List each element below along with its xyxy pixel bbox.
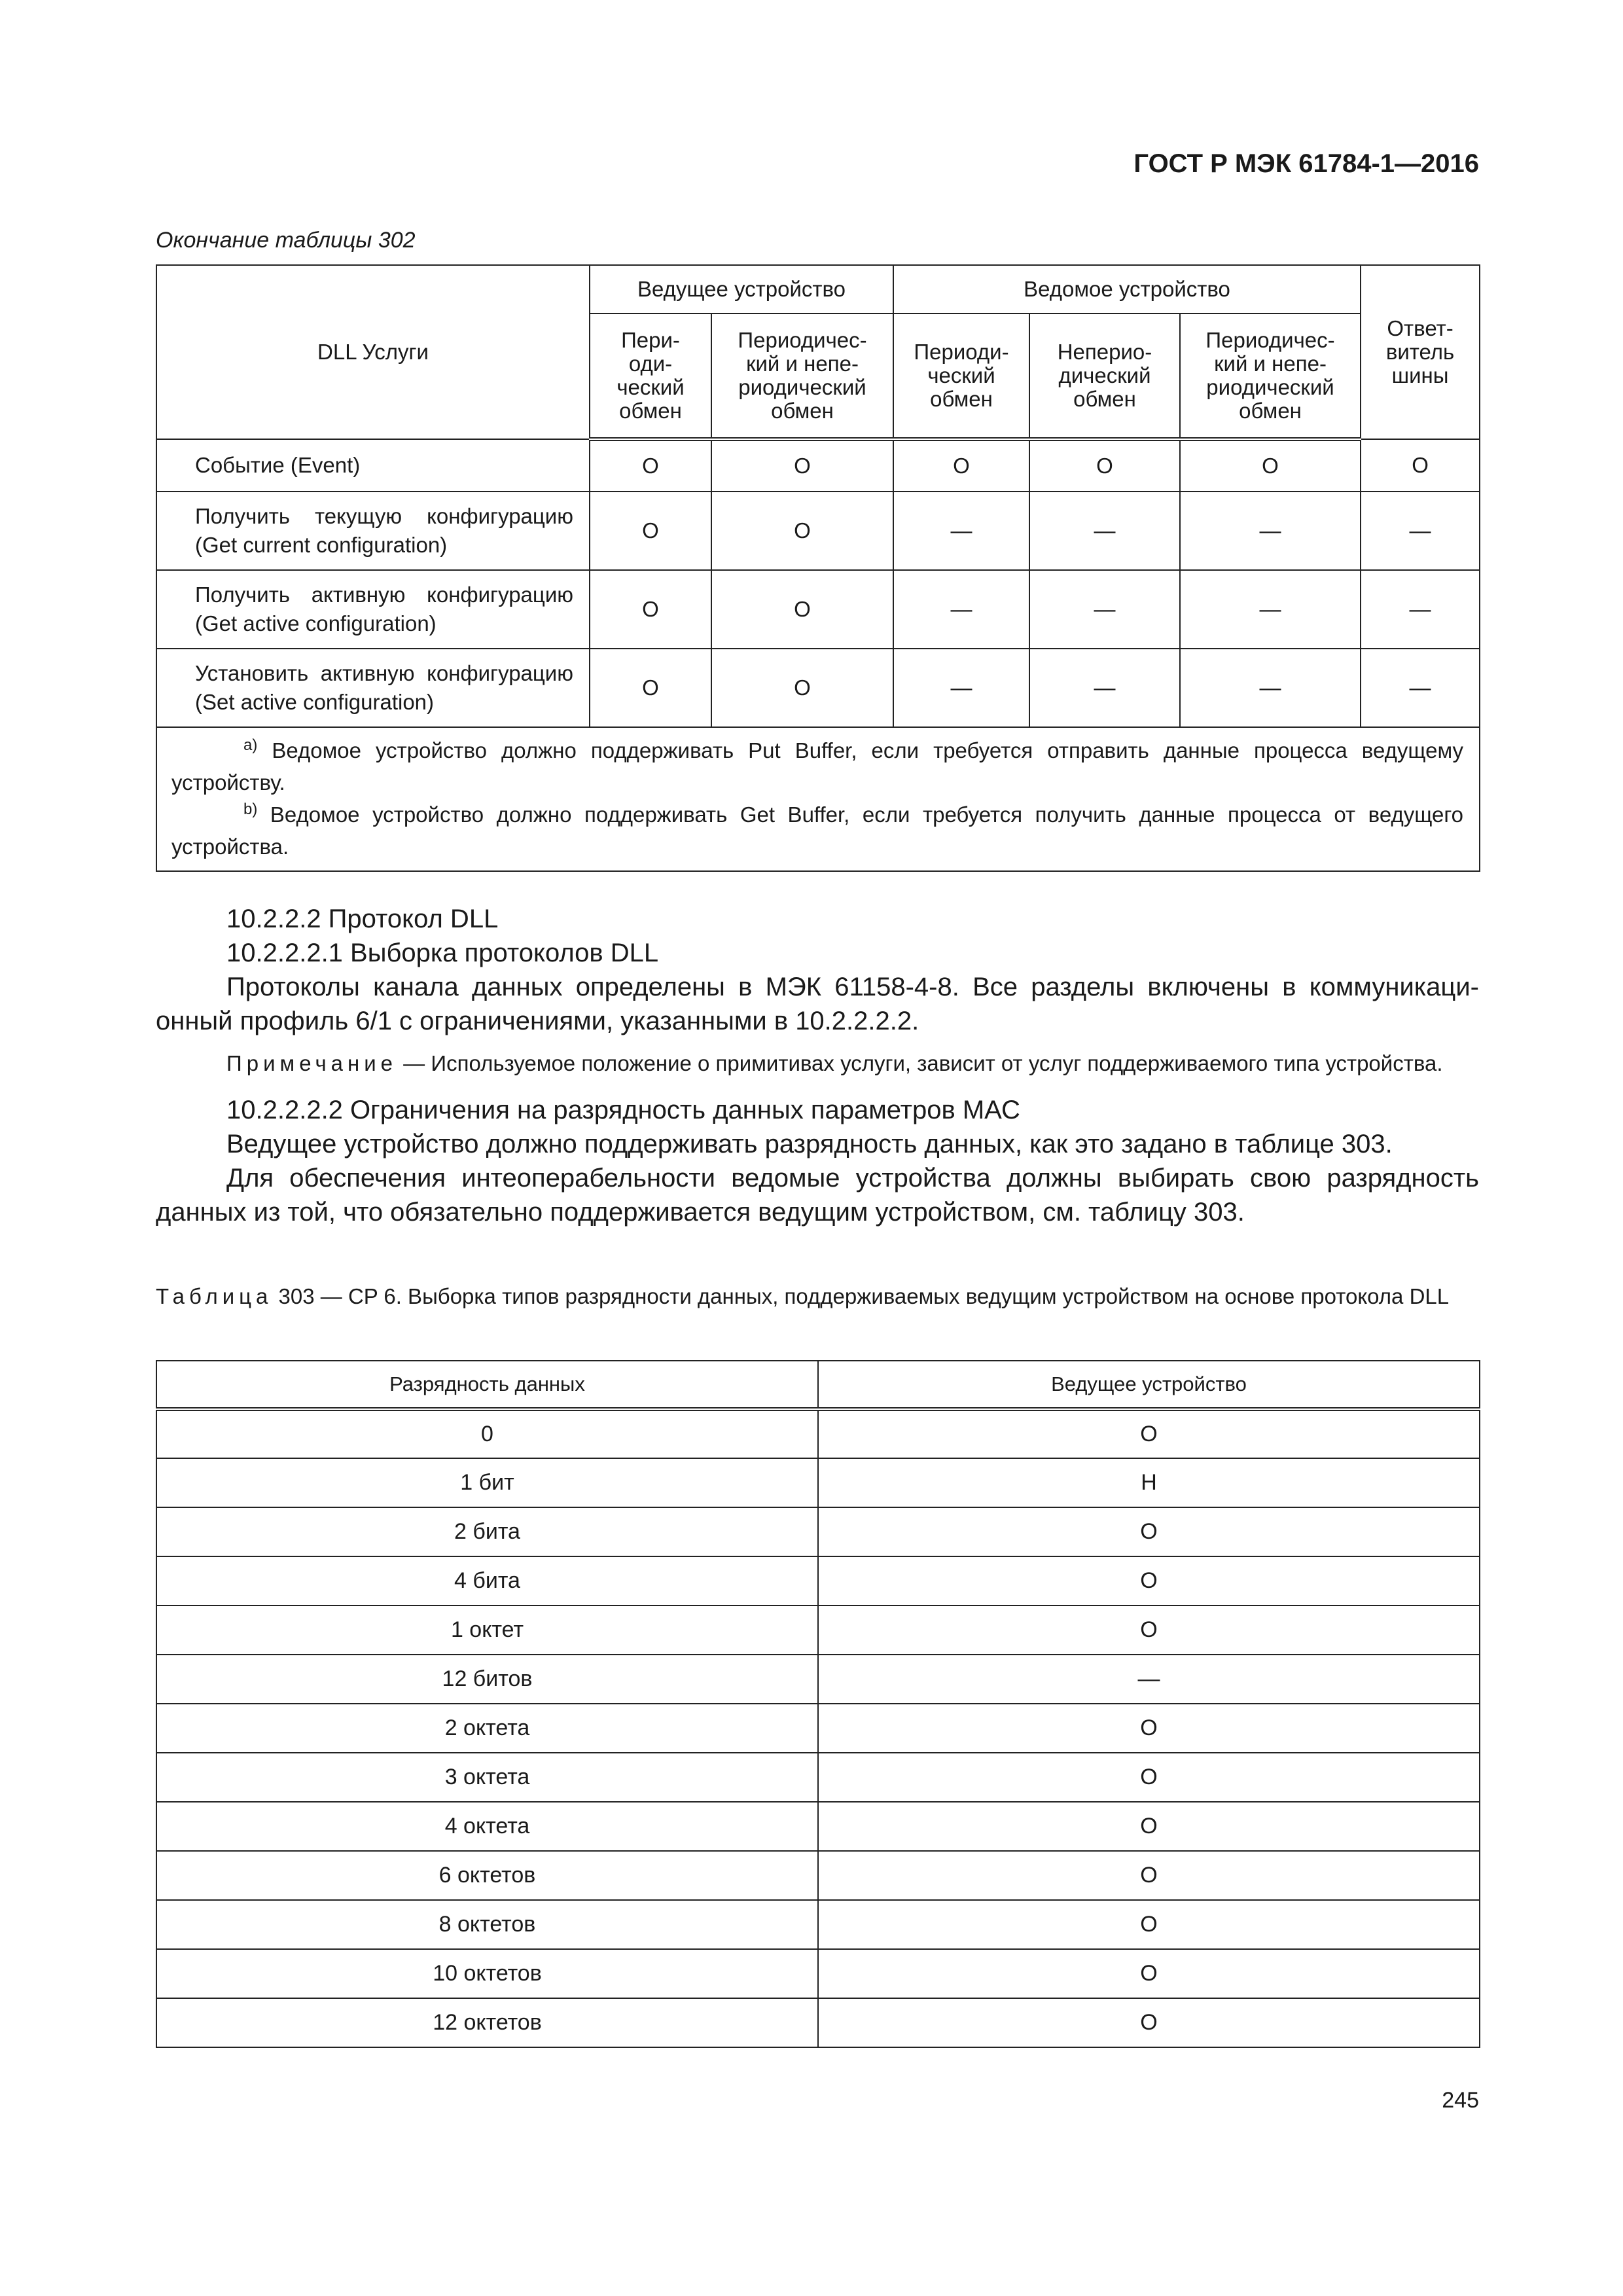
support-cell: — [1180,649,1361,727]
support-cell: — [1361,649,1480,727]
service-cell: Событие (Event) [156,439,590,492]
footnote-text: Ведомое устройство должно поддерживать Put Buffer, если требуется отправить данные процесса ведущему устройству. [171,738,1464,795]
service-cell: Установить активную конфигурацию (Set active configuration) [156,649,590,727]
section-heading-10-2-2-2-2: 10.2.2.2.2 Ограничения на разрядность данных параметров МАС [226,1096,1020,1124]
support-cell: O [1180,439,1361,492]
support-cell: — [893,492,1029,570]
footnote-mark: b) [243,800,258,818]
master-support-cell: O [818,1900,1480,1949]
support-cell: O [590,649,711,727]
table-row [156,1851,1480,1900]
support-cell: — [1180,492,1361,570]
data-width-cell: 10 октетов [156,1949,818,1998]
master-support-cell: O [818,1802,1480,1851]
master-support-cell: O [818,1998,1480,2047]
service-cell: Получить текущую конфигурацию (Get current configuration) [156,492,590,570]
header-master-periodic: Пери- оди- ческий обмен [590,314,711,439]
header-dll-services: DLL Услуги [156,265,590,439]
master-support-cell: O [818,1556,1480,1605]
support-cell: O [711,492,893,570]
table-row [156,1409,1480,1458]
data-width-cell: 0 [156,1409,818,1458]
data-width-cell: 12 октетов [156,1998,818,2047]
support-cell: O [1361,439,1480,492]
header-slave-periodic: Периоди- ческий обмен [893,314,1029,439]
header-bus-responder: Ответ- витель шины [1361,265,1480,439]
note-label: Примечание [226,1051,398,1075]
data-width-cell: 8 октетов [156,1900,818,1949]
master-support-cell: O [818,1704,1480,1753]
paragraph-master-bitwidth: Ведущее устройство должно поддерживать разрядность данных, как это задано в таблице 303. [226,1130,1393,1158]
table-row [156,1949,1480,1998]
header-master-mixed: Периодичес- кий и непе- риодический обмен [711,314,893,439]
footnote-text: Ведомое устройство должно поддерживать Get Buffer, если требуется получить данные процесса от ведущего устройства. [171,802,1464,859]
header-master-device: Ведущее устройство [590,265,893,314]
table-row [156,1900,1480,1949]
support-cell: O [590,439,711,492]
header-slave-nonperiodic: Неперио- дический обмен [1029,314,1180,439]
table-row [156,1802,1480,1851]
master-support-cell: O [818,1753,1480,1802]
support-cell: O [590,492,711,570]
table-row [156,1753,1480,1802]
footnotes-row [156,727,1480,871]
support-cell: — [1180,570,1361,649]
table-row [156,1998,1480,2047]
note-text: — Используемое положение о примитивах услуги, зависит от услуг поддерживаемого типа устройства. [397,1051,1443,1075]
table-row [156,1507,1480,1556]
support-cell: O [893,439,1029,492]
support-cell: O [711,439,893,492]
support-cell: — [1029,570,1180,649]
data-width-cell: 1 октет [156,1605,818,1655]
master-support-cell: — [818,1655,1480,1704]
table-row [156,1458,1480,1507]
support-cell: — [1361,570,1480,649]
support-cell: — [893,649,1029,727]
data-width-cell: 1 бит [156,1458,818,1507]
page-number: 245 [1442,2088,1479,2113]
table-row [156,439,1480,492]
table-row [156,1556,1480,1605]
data-width-cell: 6 октетов [156,1851,818,1900]
support-cell: O [711,649,893,727]
table-row [156,570,1480,649]
support-cell: O [590,570,711,649]
table-303-caption [156,1282,1479,1312]
master-support-cell: O [818,1949,1480,1998]
table-continuation-caption: Окончание таблицы 302 [156,228,416,253]
table-row [156,1704,1480,1753]
paragraph-interoperability: Для обеспечения интеоперабельности ведомые устройства должны выбирать свою разрядность данных из той, что обязательно поддерживается ведущим устройством, см. таблицу 303. [156,1164,1479,1227]
data-width-cell: 2 бита [156,1507,818,1556]
header-slave-mixed: Периодичес- кий и непе- риодический обмен [1180,314,1361,439]
master-support-cell: O [818,1409,1480,1458]
body-text [156,902,1479,1229]
data-width-cell: 2 октета [156,1704,818,1753]
table-303-caption-text: 303 — CP 6. Выборка типов разрядности данных, поддерживаемых ведущим устройством на основе протокола DLL [272,1284,1450,1308]
master-support-cell: H [818,1458,1480,1507]
support-cell: O [711,570,893,649]
table-row [156,649,1480,727]
data-width-cell: 12 битов [156,1655,818,1704]
support-cell: — [1029,649,1180,727]
header-master-device: Ведущее устройство [818,1361,1480,1409]
data-width-cell: 4 октета [156,1802,818,1851]
header-slave-device: Ведомое устройство [893,265,1361,314]
paragraph-dll-protocols: Протоколы канала данных определены в МЭК 61158-4-8. Все разделы включены в коммуникационный профиль 6/1 с ограничениями, указанными в 10.2.2.2.2. [156,973,1479,1035]
table-303 [156,1360,1480,2048]
footnote [171,798,1463,863]
support-cell: O [1029,439,1180,492]
section-heading-10-2-2-2-1: 10.2.2.2.1 Выборка протоколов DLL [226,939,659,967]
table-row [156,492,1480,570]
footnote [171,734,1463,798]
footnote-mark: a) [243,736,258,754]
master-support-cell: O [818,1605,1480,1655]
support-cell: — [1029,492,1180,570]
data-width-cell: 4 бита [156,1556,818,1605]
table-row [156,1605,1480,1655]
support-cell: — [1361,492,1480,570]
master-support-cell: O [818,1851,1480,1900]
table-303-caption-label: Таблица [156,1284,273,1308]
table-row [156,1655,1480,1704]
footnotes-cell [156,727,1480,871]
document-number: ГОСТ Р МЭК 61784-1—2016 [1133,149,1479,178]
master-support-cell: O [818,1507,1480,1556]
table-302 [156,264,1480,872]
section-heading-10-2-2-2: 10.2.2.2 Протокол DLL [226,905,499,933]
service-cell: Получить активную конфигурацию (Get active configuration) [156,570,590,649]
data-width-cell: 3 октета [156,1753,818,1802]
note [156,1049,1479,1079]
header-data-width: Разрядность данных [156,1361,818,1409]
support-cell: — [893,570,1029,649]
